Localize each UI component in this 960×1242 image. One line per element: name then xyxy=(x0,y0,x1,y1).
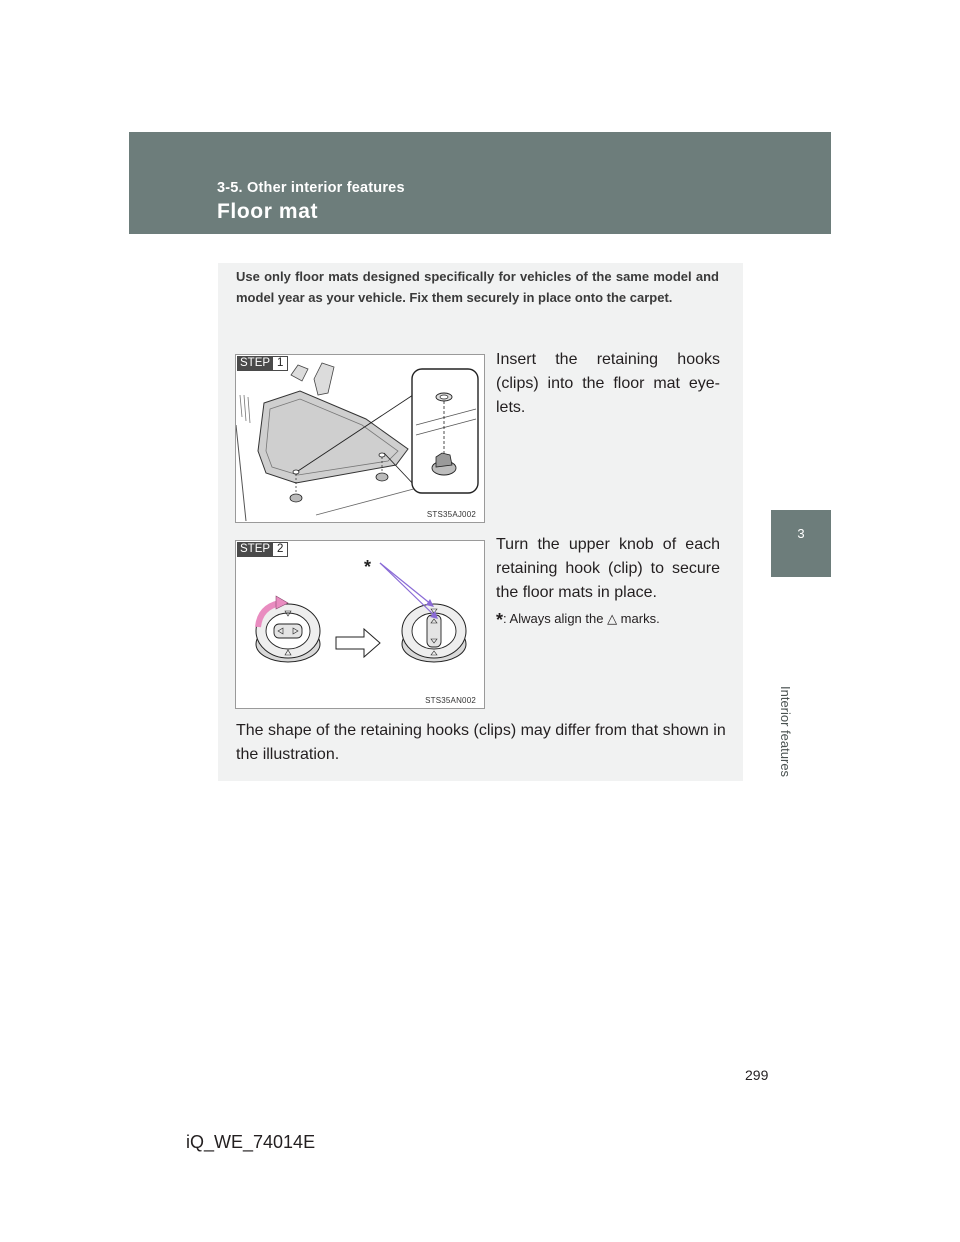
step2-illustration xyxy=(235,540,485,709)
floor-mat-hook-illustration xyxy=(236,355,484,522)
step2-note xyxy=(496,610,726,631)
section-label: 3-5. Other interior features xyxy=(217,180,405,196)
step1-text: Insert the retaining hooks (clips) into the floor mat eye-lets. xyxy=(496,351,720,416)
step2-badge-word: STEP xyxy=(237,542,273,557)
chapter-header xyxy=(129,132,831,234)
document-code: iQ_WE_74014E xyxy=(186,1132,316,1152)
step1-badge-number: 1 xyxy=(273,356,288,371)
content-panel xyxy=(218,263,743,781)
page-number: 299 xyxy=(745,1067,769,1083)
step2-badge-number: 2 xyxy=(273,542,288,557)
step1-badge-word: STEP xyxy=(237,356,273,371)
chapter-tab-number: 3 xyxy=(797,526,805,541)
chapter-tab-label xyxy=(773,578,829,778)
outro-text: The shape of the retaining hooks (clips) may differ from that shown in the illustration. xyxy=(236,722,726,763)
step1-badge xyxy=(237,356,288,371)
step1-figure-code: STS35AJ002 xyxy=(426,510,476,519)
step2-badge xyxy=(237,542,288,557)
step2-text: Turn the upper knob of each retaining hook (clip) to secure the floor mats in place. xyxy=(496,536,720,601)
step1-illustration xyxy=(235,354,485,523)
step2-figure-code: STS35AN002 xyxy=(425,696,476,705)
page-title: Floor mat xyxy=(217,200,319,223)
intro-text: Use only floor mats designed specifically for vehicles of the same model and model year as your vehicle. Fix them securely in place onto the carpet. xyxy=(236,269,719,305)
chapter-tab[interactable] xyxy=(771,510,831,577)
note-text: : Always align the △ marks. xyxy=(503,611,660,626)
chapter-tab-label-text: Interior features xyxy=(778,686,793,778)
note-asterisk: * xyxy=(496,610,504,630)
hook-knob-rotation-illustration xyxy=(236,541,484,708)
svg-text:*: * xyxy=(364,557,372,577)
